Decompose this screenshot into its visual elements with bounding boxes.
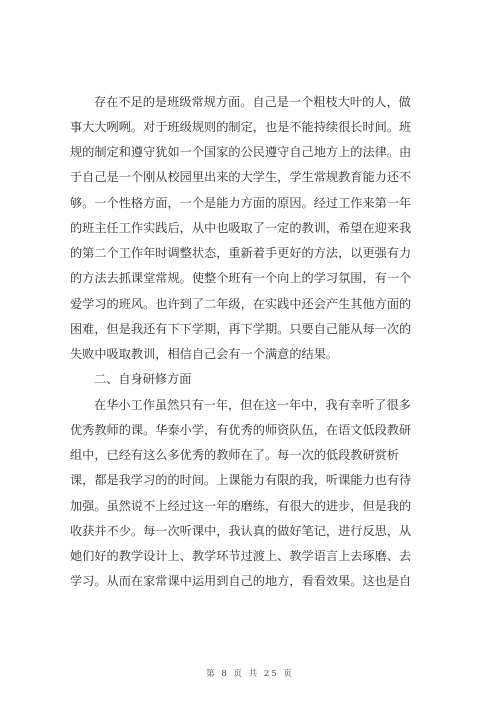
line-text: 的方法去抓课堂常规。使整个班有一个向上的学习氛围，有一个	[70, 271, 412, 285]
paragraph-line	[0, 470, 500, 490]
paragraph-line	[0, 268, 500, 288]
section-heading-text: 二、自身研修方面	[94, 372, 192, 386]
line-text: 加强。虽然说不上经过这一年的磨练，有很大的进步，但是我的	[70, 499, 412, 513]
line-text: 于自己是一个刚从校园里出来的大学生，学生常规教育能力还不	[70, 170, 412, 184]
line-text: 组中，已经有这么多优秀的教师在了。每一次的低段教研赏析	[70, 448, 400, 462]
paragraph-line	[0, 496, 500, 516]
paragraph-line	[0, 445, 500, 465]
line-text: 够。一个性格方面，一个是能力方面的原因。经过工作来第一年	[70, 196, 412, 210]
line-text: 事大大咧咧。对于班级规则的制定，也是不能持续很长时间。班	[70, 120, 412, 134]
page-footer: 第 8 页 共 25 页	[206, 669, 294, 679]
paragraph-line	[0, 243, 500, 263]
line-text: 她们好的教学设计上、教学环节过渡上、教学语言上去琢磨、去	[70, 549, 412, 563]
paragraph-line	[0, 420, 500, 440]
paragraph-line	[0, 395, 500, 415]
paragraph-line	[0, 546, 500, 566]
line-text: 优秀教师的课。华泰小学，有优秀的师资队伍，在语文低段教研	[70, 423, 412, 437]
paragraph-line	[0, 344, 500, 364]
line-text: 收获并不少。每一次听课中，我认真的做好笔记，进行反思，从	[70, 524, 412, 538]
line-text: 的班主任工作实践后，从中也吸取了一定的教训，希望在迎来我	[70, 221, 412, 235]
paragraph-line	[0, 571, 500, 591]
paragraph-line	[0, 92, 500, 112]
line-text: 规的制定和遵守犹如一个国家的公民遵守自己地方上的法律。由	[70, 145, 412, 159]
paragraph-line	[0, 294, 500, 314]
line-text: 困难，但是我还有下下学期，再下学期。只要自己能从每一次的	[70, 322, 412, 336]
line-text: 爱学习的班风。也许到了二年级，在实践中还会产生其他方面的	[70, 297, 412, 311]
paragraph-line	[0, 193, 500, 213]
paragraph-line	[0, 521, 500, 541]
line-text: 的第二个工作年时调整状态，重新着手更好的方法，以更强有力	[70, 246, 412, 260]
line-text: 在华小工作虽然只有一年，但在这一年中，我有幸听了很多	[94, 398, 411, 412]
paragraph-line	[0, 319, 500, 339]
paragraph-line	[0, 117, 500, 137]
line-text: 课，都是我学习的的时间。上课能力有限的我，听课能力也有待	[70, 473, 412, 487]
paragraph-line	[0, 167, 500, 187]
line-text: 学习。从而在家常课中运用到自己的地方，看看效果。这也是自	[70, 574, 412, 588]
paragraph-line	[0, 218, 500, 238]
section-heading	[0, 369, 500, 389]
line-text: 失败中吸取教训，相信自己会有一个满意的结果。	[70, 347, 339, 361]
paragraph-line	[0, 142, 500, 162]
line-text: 存在不足的是班级常规方面。自己是一个粗枝大叶的人，做	[94, 95, 411, 109]
